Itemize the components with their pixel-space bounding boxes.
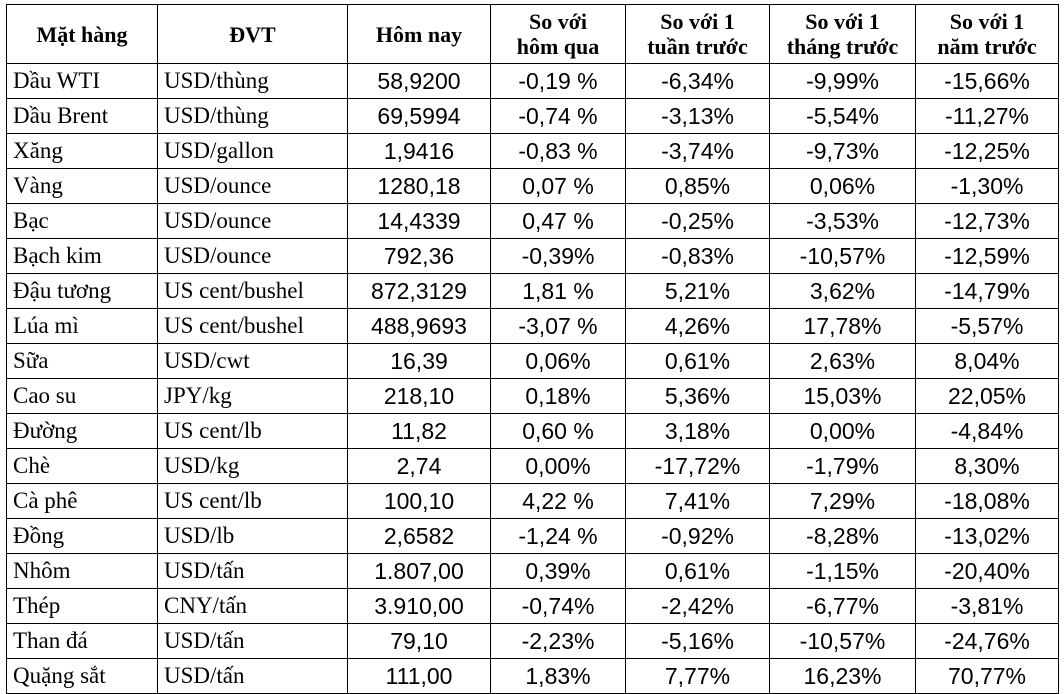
cell-vs-last-month: 16,23% <box>770 659 916 694</box>
cell-vs-last-year: -12,73% <box>916 204 1059 239</box>
cell-commodity: Thép <box>7 589 158 624</box>
column-header-line: năm trước <box>937 34 1037 59</box>
column-header-line: hôm qua <box>516 34 600 59</box>
column-header-vs-yesterday <box>491 5 626 64</box>
table-row <box>7 99 1059 134</box>
cell-vs-last-week: -3,74% <box>626 134 770 169</box>
cell-vs-last-month: -10,57% <box>770 239 916 274</box>
cell-vs-last-year: -20,40% <box>916 554 1059 589</box>
column-header-line: So với 1 <box>805 9 880 34</box>
cell-vs-yesterday: 0,06% <box>491 344 626 379</box>
cell-vs-last-year: 70,77% <box>916 659 1059 694</box>
cell-vs-last-year: -12,25% <box>916 134 1059 169</box>
cell-unit: USD/tấn <box>158 659 348 694</box>
cell-vs-last-year: -4,84% <box>916 414 1059 449</box>
cell-vs-last-year: -12,59% <box>916 239 1059 274</box>
cell-vs-last-week: 0,61% <box>626 344 770 379</box>
column-header-today <box>348 5 491 64</box>
cell-vs-last-week: 7,77% <box>626 659 770 694</box>
cell-unit: US cent/bushel <box>158 274 348 309</box>
cell-vs-last-week: -5,16% <box>626 624 770 659</box>
cell-vs-yesterday: -3,07 % <box>491 309 626 344</box>
cell-vs-last-month: -5,54% <box>770 99 916 134</box>
cell-today: 1280,18 <box>348 169 491 204</box>
cell-vs-yesterday: -0,19 % <box>491 64 626 99</box>
cell-unit: USD/ounce <box>158 204 348 239</box>
table-row <box>7 64 1059 99</box>
cell-vs-last-month: -8,28% <box>770 519 916 554</box>
table-row <box>7 309 1059 344</box>
cell-vs-last-year: 8,04% <box>916 344 1059 379</box>
table-row <box>7 239 1059 274</box>
cell-today: 16,39 <box>348 344 491 379</box>
cell-vs-last-year: -24,76% <box>916 624 1059 659</box>
cell-today: 79,10 <box>348 624 491 659</box>
cell-vs-last-year: -18,08% <box>916 484 1059 519</box>
cell-commodity: Dầu WTI <box>7 64 158 99</box>
table-row <box>7 519 1059 554</box>
cell-commodity: Xăng <box>7 134 158 169</box>
cell-vs-last-month: -1,15% <box>770 554 916 589</box>
cell-vs-last-month: 0,06% <box>770 169 916 204</box>
cell-today: 69,5994 <box>348 99 491 134</box>
cell-commodity: Bạch kim <box>7 239 158 274</box>
column-header-line: Mặt hàng <box>36 21 128 47</box>
cell-vs-last-year: 8,30% <box>916 449 1059 484</box>
cell-commodity: Đường <box>7 414 158 449</box>
cell-vs-yesterday: -1,24 % <box>491 519 626 554</box>
cell-vs-yesterday: 1,81 % <box>491 274 626 309</box>
cell-commodity: Cao su <box>7 379 158 414</box>
cell-unit: US cent/lb <box>158 484 348 519</box>
cell-vs-yesterday: -0,39% <box>491 239 626 274</box>
cell-unit: USD/lb <box>158 519 348 554</box>
cell-vs-last-week: 3,18% <box>626 414 770 449</box>
cell-vs-last-year: -15,66% <box>916 64 1059 99</box>
cell-vs-last-month: 7,29% <box>770 484 916 519</box>
table-row <box>7 484 1059 519</box>
cell-vs-last-year: -13,02% <box>916 519 1059 554</box>
column-header-line: tháng trước <box>786 34 899 59</box>
cell-today: 2,6582 <box>348 519 491 554</box>
cell-today: 1,9416 <box>348 134 491 169</box>
cell-vs-last-year: -5,57% <box>916 309 1059 344</box>
cell-vs-last-year: -3,81% <box>916 589 1059 624</box>
cell-vs-last-month: 17,78% <box>770 309 916 344</box>
cell-commodity: Đồng <box>7 519 158 554</box>
cell-vs-last-month: 3,62% <box>770 274 916 309</box>
column-header-line: So với 1 <box>660 9 735 34</box>
column-header-vs-last-week <box>626 5 770 64</box>
cell-vs-yesterday: -0,74 % <box>491 99 626 134</box>
cell-today: 3.910,00 <box>348 589 491 624</box>
cell-vs-last-month: -9,99% <box>770 64 916 99</box>
cell-unit: USD/thùng <box>158 64 348 99</box>
cell-vs-yesterday: 0,60 % <box>491 414 626 449</box>
table-row <box>7 169 1059 204</box>
column-header-line: tuần trước <box>647 34 748 59</box>
cell-unit: USD/tấn <box>158 624 348 659</box>
cell-vs-last-week: 5,21% <box>626 274 770 309</box>
cell-vs-last-month: 2,63% <box>770 344 916 379</box>
cell-unit: USD/ounce <box>158 169 348 204</box>
table-row <box>7 134 1059 169</box>
column-header-vs-last-month <box>770 5 916 64</box>
cell-vs-yesterday: -2,23% <box>491 624 626 659</box>
cell-vs-last-year: -11,27% <box>916 99 1059 134</box>
column-header-unit <box>158 5 348 64</box>
cell-vs-yesterday: 0,18% <box>491 379 626 414</box>
table-row <box>7 414 1059 449</box>
cell-vs-last-week: -0,83% <box>626 239 770 274</box>
cell-unit: JPY/kg <box>158 379 348 414</box>
column-header-line: So với 1 <box>949 9 1025 34</box>
cell-vs-yesterday: 0,07 % <box>491 169 626 204</box>
cell-vs-last-year: -1,30% <box>916 169 1059 204</box>
cell-unit: USD/cwt <box>158 344 348 379</box>
cell-vs-yesterday: 4,22 % <box>491 484 626 519</box>
table-row <box>7 659 1059 694</box>
cell-commodity: Cà phê <box>7 484 158 519</box>
cell-today: 58,9200 <box>348 64 491 99</box>
commodity-price-table <box>6 4 1059 694</box>
cell-vs-last-week: -0,25% <box>626 204 770 239</box>
cell-today: 111,00 <box>348 659 491 694</box>
table-row <box>7 379 1059 414</box>
cell-vs-last-month: 0,00% <box>770 414 916 449</box>
cell-vs-yesterday: 0,00% <box>491 449 626 484</box>
cell-vs-last-month: -1,79% <box>770 449 916 484</box>
table-body <box>7 64 1059 694</box>
cell-today: 872,3129 <box>348 274 491 309</box>
cell-unit: USD/ounce <box>158 239 348 274</box>
cell-commodity: Chè <box>7 449 158 484</box>
table-row <box>7 274 1059 309</box>
cell-vs-last-year: -14,79% <box>916 274 1059 309</box>
table-row <box>7 589 1059 624</box>
cell-vs-yesterday: 0,47 % <box>491 204 626 239</box>
cell-vs-last-week: 4,26% <box>626 309 770 344</box>
table-row <box>7 624 1059 659</box>
cell-commodity: Than đá <box>7 624 158 659</box>
cell-vs-last-week: 0,61% <box>626 554 770 589</box>
cell-unit: USD/thùng <box>158 99 348 134</box>
cell-unit: USD/kg <box>158 449 348 484</box>
cell-today: 488,9693 <box>348 309 491 344</box>
cell-vs-last-week: 7,41% <box>626 484 770 519</box>
table-row <box>7 204 1059 239</box>
table-row <box>7 554 1059 589</box>
cell-commodity: Quặng sắt <box>7 659 158 694</box>
column-header-line: ĐVT <box>229 21 276 47</box>
cell-vs-last-month: -6,77% <box>770 589 916 624</box>
cell-vs-last-week: -2,42% <box>626 589 770 624</box>
table-row <box>7 344 1059 379</box>
cell-today: 792,36 <box>348 239 491 274</box>
cell-today: 11,82 <box>348 414 491 449</box>
cell-unit: USD/gallon <box>158 134 348 169</box>
cell-vs-yesterday: -0,83 % <box>491 134 626 169</box>
cell-commodity: Sữa <box>7 344 158 379</box>
cell-unit: USD/tấn <box>158 554 348 589</box>
cell-vs-last-month: -10,57% <box>770 624 916 659</box>
column-header-commodity <box>7 5 158 64</box>
cell-vs-last-week: 5,36% <box>626 379 770 414</box>
cell-commodity: Lúa mì <box>7 309 158 344</box>
cell-vs-last-year: 22,05% <box>916 379 1059 414</box>
cell-vs-last-week: -3,13% <box>626 99 770 134</box>
cell-vs-last-week: -0,92% <box>626 519 770 554</box>
cell-commodity: Đậu tương <box>7 274 158 309</box>
cell-vs-yesterday: -0,74% <box>491 589 626 624</box>
cell-vs-last-month: -9,73% <box>770 134 916 169</box>
column-header-line: So với <box>528 9 588 34</box>
cell-vs-last-week: -6,34% <box>626 64 770 99</box>
cell-unit: US cent/bushel <box>158 309 348 344</box>
cell-vs-last-week: -17,72% <box>626 449 770 484</box>
cell-commodity: Bạc <box>7 204 158 239</box>
cell-today: 1.807,00 <box>348 554 491 589</box>
cell-today: 2,74 <box>348 449 491 484</box>
cell-commodity: Nhôm <box>7 554 158 589</box>
cell-vs-yesterday: 0,39% <box>491 554 626 589</box>
cell-today: 14,4339 <box>348 204 491 239</box>
cell-commodity: Dầu Brent <box>7 99 158 134</box>
header-row <box>7 5 1059 64</box>
column-header-line: Hôm nay <box>375 21 463 47</box>
cell-vs-last-week: 0,85% <box>626 169 770 204</box>
cell-today: 218,10 <box>348 379 491 414</box>
cell-vs-yesterday: 1,83% <box>491 659 626 694</box>
column-header-vs-last-year <box>916 5 1059 64</box>
cell-today: 100,10 <box>348 484 491 519</box>
cell-unit: US cent/lb <box>158 414 348 449</box>
table-row <box>7 449 1059 484</box>
cell-commodity: Vàng <box>7 169 158 204</box>
cell-unit: CNY/tấn <box>158 589 348 624</box>
cell-vs-last-month: -3,53% <box>770 204 916 239</box>
cell-vs-last-month: 15,03% <box>770 379 916 414</box>
